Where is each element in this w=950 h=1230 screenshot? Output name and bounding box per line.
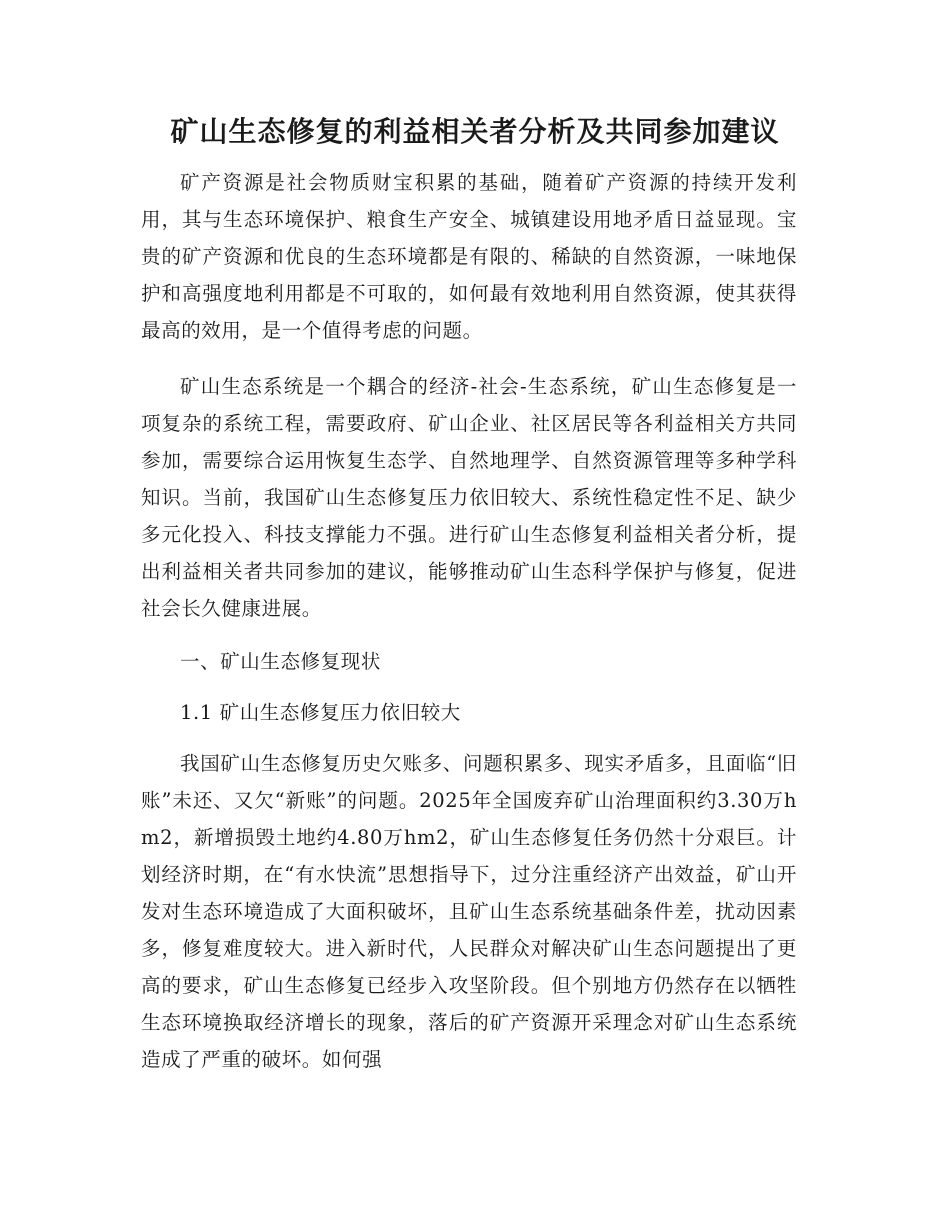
intro-paragraph-2: 矿山生态系统是一个耦合的经济-社会-生态系统，矿山生态修复是一项复杂的系统工程，需要政府、矿山企业、社区居民等各利益相关方共同参加，需要综合运用恢复生态学、自然地理学、自然资源管理等多种学科知识。当前，我国矿山生态修复压力依旧较大、系统性稳定性不足、缺少多元化投入、科技支撑能力不强。进行矿山生态修复利益相关者分析，提出利益相关者共同参加的建议，能够推动矿山生态科学保护与修复，促进社会长久健康进展。 (141, 375, 797, 620)
subsection-heading: 1.1 矿山生态修复压力依旧较大 (180, 701, 461, 724)
section-heading: 一、矿山生态修复现状 (180, 650, 382, 673)
intro-paragraph-1: 矿产资源是社会物质财宝积累的基础，随着矿产资源的持续开发利用，其与生态环境保护、粮食生产安全、城镇建设用地矛盾日益显现。宝贵的矿产资源和优良的生态环境都是有限的、稀缺的自然资源，一味地保护和高强度地利用都是不可取的，如何最有效地利用自然资源，使其获得最高的效用，是一个值得考虑的问题。 (141, 171, 797, 342)
section-paragraph: 我国矿山生态修复历史欠账多、问题积累多、现实矛盾多，且面临“旧账”未还、又欠“新账”的问题。2025年全国废弃矿山治理面积约3.30万hm2，新增损毁土地约4.80万hm2，矿山生态修复任务仍然十分艰巨。计划经济时期，在“有水快流”思想指导下，过分注重经济产出效益，矿山开发对生态环境造成了大面积破坏，且矿山生态系统基础条件差，扰动因素多，修复难度较大。进入新时代，人民群众对解决矿山生态问题提出了更高的要求，矿山生态修复已经步入攻坚阶段。但个别地方仍然存在以牺牲生态环境换取经济增长的现象，落后的矿产资源开采理念对矿山生态系统造成了严重的破坏。如何强 (141, 752, 797, 1071)
document-title: 矿山生态修复的利益相关者分析及共同参加建议 (170, 115, 780, 148)
